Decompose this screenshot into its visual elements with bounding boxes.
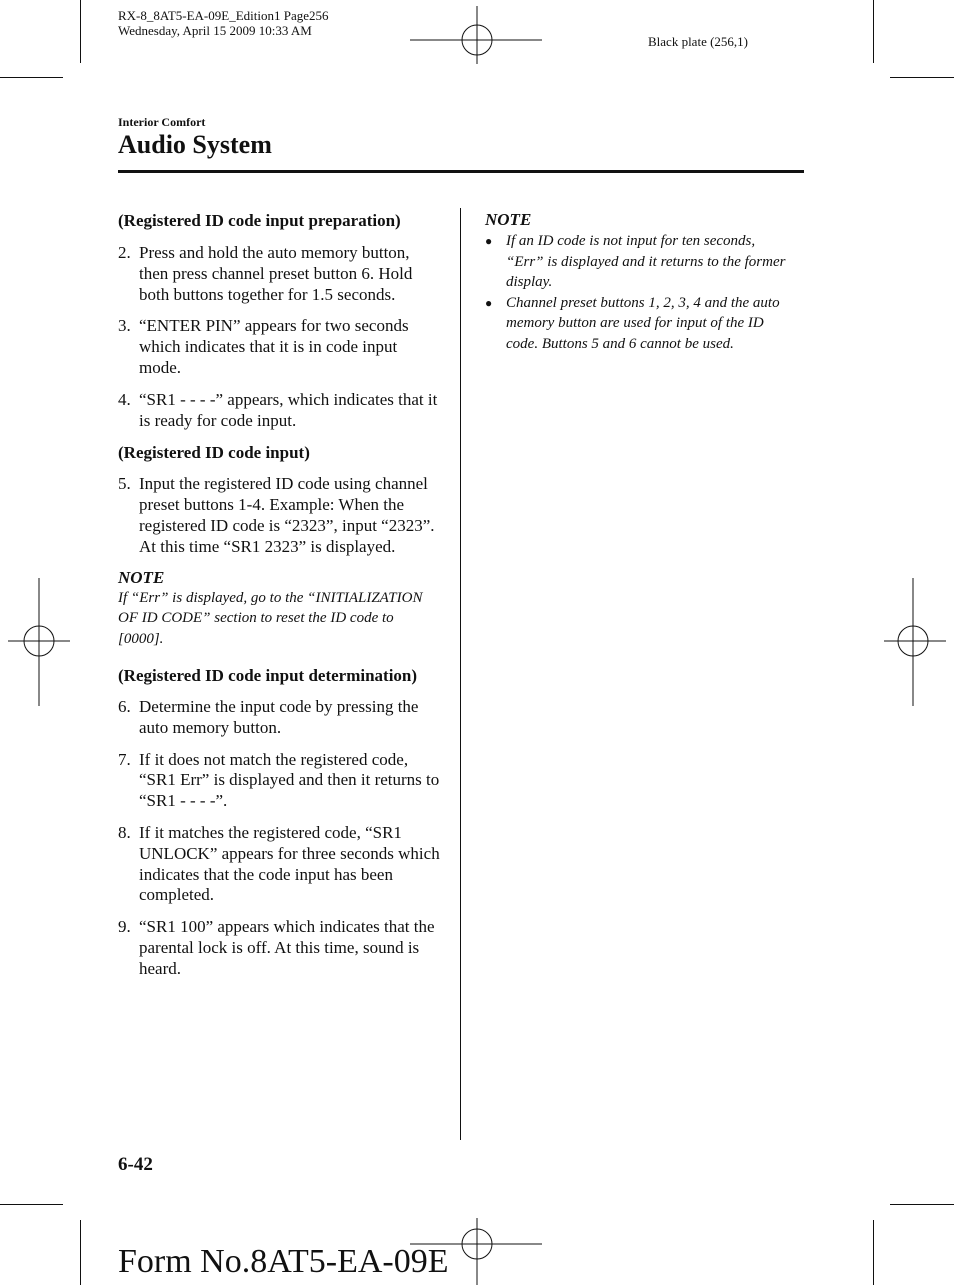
file-info-line-2: Wednesday, April 15 2009 10:33 AM <box>118 23 312 38</box>
page-title: Audio System <box>118 130 272 159</box>
crop-mark <box>873 1220 874 1285</box>
step-text: If it matches the registered code, “SR1 UNLOCK” appears for three seconds which indicates that the code input has been completed. <box>139 822 440 905</box>
step-number: 5. <box>118 474 131 494</box>
sub-heading-determination: (Registered ID code input determination) <box>118 665 418 685</box>
registration-mark-icon <box>884 578 954 706</box>
list-item <box>118 316 440 378</box>
crop-mark <box>890 1204 954 1205</box>
list-item <box>485 231 790 293</box>
column-divider <box>460 208 461 1140</box>
step-number: 8. <box>118 822 131 842</box>
crop-mark <box>0 1204 63 1205</box>
step-number: 3. <box>118 316 131 336</box>
right-column <box>485 210 790 355</box>
registration-mark-icon <box>410 6 542 66</box>
note-title: NOTE <box>118 567 165 587</box>
list-item <box>118 243 440 305</box>
step-number: 4. <box>118 389 131 409</box>
crop-mark <box>0 77 63 78</box>
title-rule <box>118 170 804 173</box>
list-item <box>118 750 440 812</box>
step-text: Input the registered ID code using channel preset buttons 1-4. Example: When the registered ID code is “2323”, input “2323”. At this time “SR1 2323” is displayed. <box>139 474 435 556</box>
bullet-text: Channel preset buttons 1, 2, 3, 4 and the auto memory button are used for input of the ID code. Buttons 5 and 6 cannot be used. <box>506 294 780 352</box>
list-item <box>485 293 790 355</box>
file-info <box>118 8 329 38</box>
step-text: Determine the input code by pressing the auto memory button. <box>139 696 419 737</box>
section-label: Interior Comfort <box>118 115 206 129</box>
bullet-text: If an ID code is not input for ten seconds, “Err” is displayed and it returns to the former display. <box>506 233 786 291</box>
crop-mark <box>890 77 954 78</box>
sub-heading-preparation: (Registered ID code input preparation) <box>118 211 401 230</box>
step-number: 7. <box>118 749 131 769</box>
step-text: “SR1 100” appears which indicates that the parental lock is off. At this time, sound is heard. <box>139 917 435 978</box>
left-column <box>118 210 440 980</box>
note-title: NOTE <box>485 210 532 229</box>
step-number: 2. <box>118 243 131 262</box>
step-list <box>118 697 440 980</box>
list-item <box>118 917 440 979</box>
step-number: 6. <box>118 696 131 716</box>
crop-mark <box>873 0 874 63</box>
list-item <box>118 390 440 432</box>
step-text: “ENTER PIN” appears for two seconds which indicates that it is in code input mode. <box>139 316 409 377</box>
bullet-icon: ● <box>485 295 493 310</box>
step-text: If it does not match the registered code, “SR1 Err” is displayed and then it returns to “SR1 - - - -”. <box>139 749 440 811</box>
crop-mark <box>80 1220 81 1285</box>
step-text: Press and hold the auto memory button, then press channel preset button 6. Hold both buttons together for 1.5 seconds. <box>139 243 413 304</box>
sub-heading-input: (Registered ID code input) <box>118 443 310 463</box>
step-list <box>118 474 440 557</box>
note-text: If “Err” is displayed, go to the “INITIALIZATION OF ID CODE” section to reset the ID code to [0000]. <box>118 589 423 648</box>
plate-label: Black plate (256,1) <box>648 34 748 49</box>
form-number: Form No.8AT5-EA-09E <box>118 1243 449 1280</box>
file-info-line-1: RX-8_8AT5-EA-09E_Edition1 Page256 <box>118 8 329 23</box>
list-item <box>118 474 440 557</box>
step-text: “SR1 - - - -” appears, which indicates that it is ready for code input. <box>139 389 438 430</box>
registration-mark-icon <box>0 578 70 706</box>
step-list <box>118 243 440 431</box>
bullet-icon: ● <box>485 234 493 248</box>
page-number: 6-42 <box>118 1154 153 1175</box>
step-number: 9. <box>118 917 131 937</box>
crop-mark <box>80 0 81 63</box>
list-item <box>118 697 440 739</box>
list-item <box>118 823 440 906</box>
